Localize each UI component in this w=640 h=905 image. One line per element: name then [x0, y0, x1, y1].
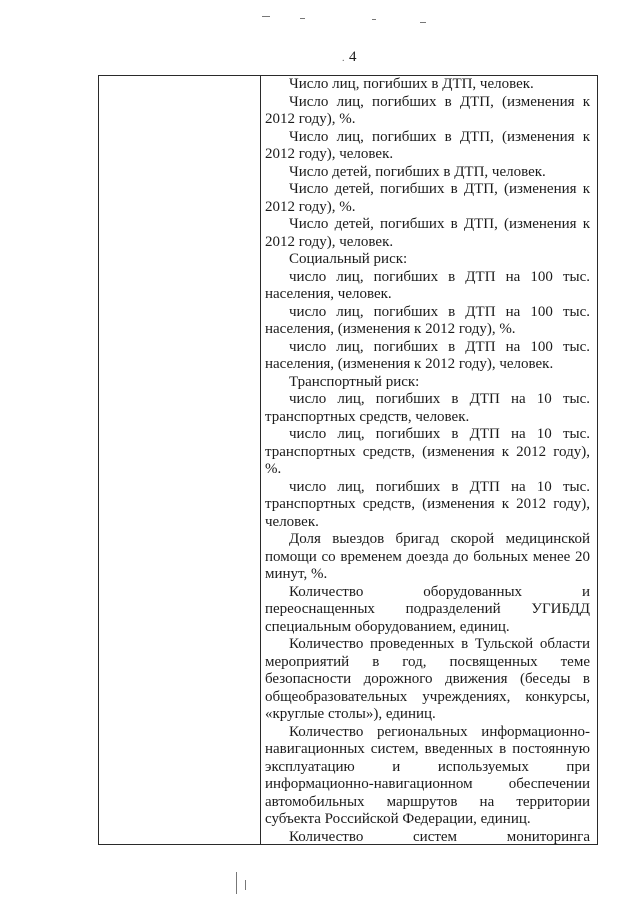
indicator-text: Количество региональных информационно-навигационных систем, введенных в постоянную эксплуатацию и используемых при информационно-навигационном обеспечении автомобильных маршрутов на территории субъекта Российской Федерации, единиц. [265, 723, 590, 827]
indicator-text: Число детей, погибших в ДТП, человек. [289, 163, 546, 180]
indicator-text: число лиц, погибших в ДТП на 10 тыс. транспортных средств, человек. [265, 391, 590, 425]
indicator-text: Число детей, погибших в ДТП, (изменения к 2012 году), человек. [265, 216, 590, 250]
indicator-text: Количество оборудованных и переоснащенных подразделений УГИБДД специальным оборудованием, единиц. [265, 583, 590, 635]
section-heading: Транспортный риск: [289, 373, 420, 390]
indicator-text: число лиц, погибших в ДТП на 100 тыс. населения, (изменения к 2012 году), человек. [265, 338, 590, 372]
indicator-text: Число лиц, погибших в ДТП, (изменения к 2012 году), %. [265, 93, 590, 127]
indicator-text: Количество проведенных в Тульской области мероприятий в год, посвященных теме безопасности дорожного движения (беседы в общеобразовательных учреждениях, конкурсы, «круглые столы»), единиц. [265, 636, 590, 722]
indicators-list [265, 76, 590, 846]
indicator-text: Число детей, погибших в ДТП, (изменения к 2012 году), %. [265, 181, 590, 215]
scan-mark [236, 872, 237, 894]
section-heading: Социальный риск: [289, 251, 408, 267]
indicator-text: число лиц, погибших в ДТП на 10 тыс. транспортных средств, (изменения к 2012 году), %. [265, 426, 590, 477]
indicator-text: число лиц, погибших в ДТП на 10 тыс. транспортных средств, (изменения к 2012 году), человек. [265, 478, 590, 530]
scan-mark [245, 880, 246, 890]
indicator-text: число лиц, погибших в ДТП на 100 тыс. населения, (изменения к 2012 году), %. [265, 303, 590, 337]
scan-mark [262, 16, 270, 17]
indicator-text: Число лиц, погибших в ДТП, (изменения к 2012 году), человек. [265, 128, 590, 162]
scan-mark [420, 22, 426, 23]
indicator-text: Число лиц, погибших в ДТП, человек. [289, 76, 534, 92]
scan-mark [372, 19, 376, 20]
indicator-text: число лиц, погибших в ДТП на 100 тыс. населения, человек. [265, 268, 590, 302]
table-column-divider [260, 75, 261, 845]
indicator-text: Доля выездов бригад скорой медицинской помощи со временем доезда до больных менее 20 минут, %. [265, 531, 590, 582]
page-number: . 4 [342, 49, 357, 66]
scan-mark [300, 18, 305, 19]
indicator-text: Количество систем мониторинга [289, 828, 590, 845]
